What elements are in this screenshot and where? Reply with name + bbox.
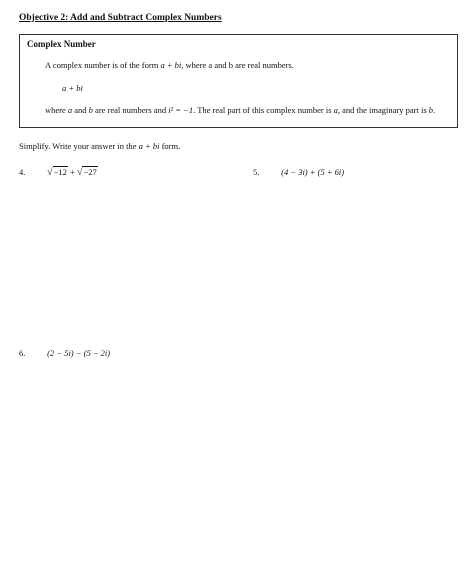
explanation-text: and [74,105,87,115]
explanation-text: . [433,105,436,115]
definition-box [19,34,458,128]
problem-number: 5. [253,167,260,177]
instructions [19,141,180,151]
real-part-variable: a [333,105,338,115]
imaginary-part-variable: b [428,105,434,115]
instruction-form: a + bi [138,141,160,151]
problem-number: 6. [19,348,26,358]
explanation-text: are real numbers and [95,105,167,115]
instruction-text-end: form. [161,141,181,151]
definition-sentence [45,60,294,70]
radical-icon: √ [47,167,53,178]
form-expression: a + bi [160,60,182,70]
problem-expression [47,167,98,178]
sqrt-term [77,167,98,178]
explanation-text: , and the imaginary part is [337,105,427,115]
instruction-text: Simplify. Write your answer in the [19,141,137,151]
problem-expression: (2 − 5i) − (5 − 2i) [47,348,111,358]
problem-5 [253,167,344,177]
radicand: −12 [53,167,67,177]
sqrt-term [47,167,68,178]
definition-text-end: , where a and b are real numbers. [181,60,294,70]
definition-explanation [45,105,455,116]
radical-icon: √ [76,167,83,178]
definition-heading: Complex Number [27,39,96,49]
radicand: −27 [83,167,97,177]
problem-number: 4. [19,167,26,177]
variable-b: b [88,105,93,115]
explanation-text: . The real part of this complex number is [193,105,332,115]
explanation-text: where [45,105,66,115]
standard-form: a + bi [62,83,83,93]
page-title: Objective 2: Add and Subtract Complex Numbers [19,13,222,23]
variable-a: a [67,105,73,115]
definition-text: A complex number is of the form [45,60,159,70]
plus-sign: + [70,167,75,177]
i-squared-equation: i² = −1 [168,105,194,115]
problem-4 [19,167,98,178]
problem-6 [19,348,110,358]
problem-expression: (4 − 3i) + (5 + 6i) [281,167,345,177]
